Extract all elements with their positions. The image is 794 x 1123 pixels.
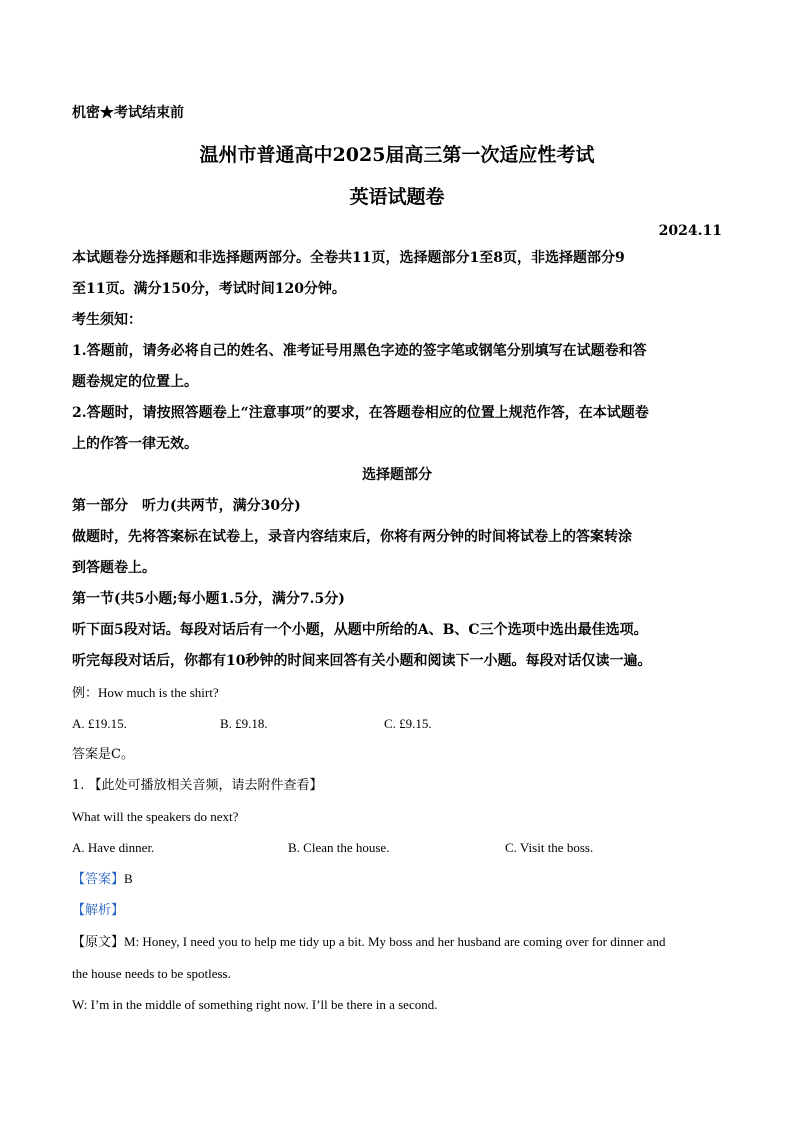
notice-item-2-line-1: 2.答题时，请按照答题卷上“注意事项”的要求，在答题卷相应的位置上规范作答，在本试题卷 (72, 405, 649, 421)
intro-line-1: 本试题卷分选择题和非选择题两部分。全卷共11页，选择题部分1至8页，非选择题部分9 (72, 250, 625, 266)
q1-answer (72, 863, 722, 895)
original-line-1 (72, 926, 722, 958)
example-options (72, 708, 722, 739)
q1-options (72, 832, 722, 863)
part1-heading: 第一部分 听力(共两节，满分30分) (72, 498, 301, 514)
original-line-3: W: I’m in the middle of something right now. I’ll be there in a second. (72, 997, 438, 1012)
example-answer: 答案是C。 (72, 747, 134, 762)
q1-option-c: C. Visit the boss. (505, 840, 594, 855)
part1-desc-line-1: 做题时，先将答案标在试卷上，录音内容结束后，你将有两分钟的时间将试卷上的答案转涂 (72, 529, 632, 545)
sec1-desc-line-1: 听下面5段对话。每段对话后有一个小题，从题中所给的A、B、C三个选项中选出最佳选项。 (72, 622, 648, 638)
original-tag: 【原文】 (72, 935, 125, 950)
example-option-c: C. £9.15. (384, 716, 432, 731)
analysis-tag: 【解析】 (72, 903, 125, 918)
intro-paragraph (72, 243, 722, 305)
section1-heading: 第一节(共5小题;每小题1.5分，满分7.5分) (72, 591, 345, 607)
section1-description (72, 615, 722, 677)
answer-tag: 【答案】 (72, 872, 125, 887)
q1-option-a: A. Have dinner. (72, 840, 155, 855)
intro-line-2: 至11页。满分150分，考试时间120分钟。 (72, 281, 346, 297)
example-option-b: B. £9.18. (220, 716, 268, 731)
original-line-2: the house needs to be spotless. (72, 966, 231, 981)
notice-item-1-line-2: 题卷规定的位置上。 (72, 374, 198, 390)
exam-subtitle: 英语试题卷 (349, 186, 445, 208)
notice-item-1-line-1: 1.答题前，请务必将自己的姓名、准考证号用黑色字迹的签字笔或钢笔分别填写在试题卷和答 (72, 343, 647, 359)
notice-item-1 (72, 336, 722, 398)
confidential-label: 机密★考试结束前 (72, 105, 184, 121)
example-question: 例：How much is the shirt? (72, 685, 219, 700)
q1-label: 1. 【此处可播放相关音频，请去附件查看】 (72, 778, 323, 793)
example-option-a: A. £19.15. (72, 716, 127, 731)
section-title: 选择题部分 (362, 467, 432, 483)
exam-date: 2024.11 (658, 223, 722, 239)
answer-value: B (124, 871, 133, 886)
notice-item-2 (72, 398, 722, 460)
notice-item-2-line-2: 上的作答一律无效。 (72, 436, 198, 452)
exam-title: 温州市普通高中2025届高三第一次适应性考试 (199, 144, 595, 166)
q1-question: What will the speakers do next? (72, 809, 239, 824)
original-text-1: M: Honey, I need you to help me tidy up a bit. My boss and her husband are coming over for dinner and (124, 934, 666, 949)
q1-option-b: B. Clean the house. (288, 840, 390, 855)
notice-heading: 考生须知： (72, 312, 142, 328)
exam-page (72, 100, 722, 1020)
sec1-desc-line-2: 听完每段对话后，你都有10秒钟的时间来回答有关小题和阅读下一小题。每段对话仅读一遍。 (72, 653, 652, 669)
part1-desc-line-2: 到答题卷上。 (72, 560, 156, 576)
part1-description (72, 522, 722, 584)
